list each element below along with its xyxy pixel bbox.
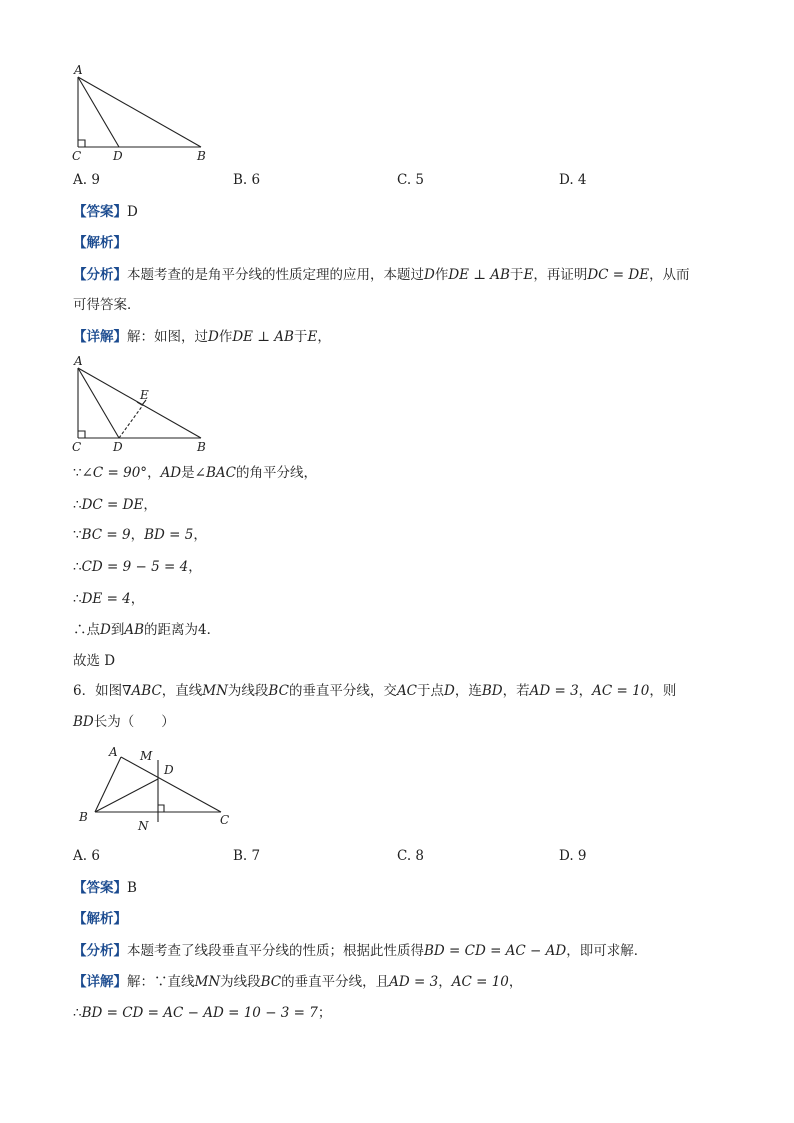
fenxi-tag: 【分析】 [73,943,127,959]
q6-fenxi-line [73,941,647,961]
math-d: D [100,622,111,638]
math-bd-result: BD = CD = AC − AD = 10 − 3 = 7 [81,1005,318,1021]
label-c: C [220,813,230,827]
math-mn: MN [194,974,221,990]
label-m: M [140,749,153,763]
stem-text: ，若 [502,683,530,699]
math-ad-3: AD = 3 [389,974,439,990]
math-de-4: DE = 4 [81,591,131,607]
step-text: ， [143,497,157,513]
xiangjie-tag: 【详解】 [73,329,127,345]
math-angle-bac: ∠BAC [194,465,236,481]
stem-text: 长为（ ） [93,714,175,730]
xiangjie-text: 作 [218,329,233,345]
q6-triangle-figure [73,742,243,837]
segment-bd [95,779,158,812]
step-text: 是 [181,465,195,481]
fenxi-text: 本题考查的是角平分线的性质定理的应用，本题过 [127,267,424,283]
math-de-perp-ab: DE ⊥ AB [232,329,294,345]
stem-text: 为线段 [227,683,269,699]
q5-step-5 [73,589,144,609]
step-text: ， [193,527,207,543]
therefore-sym: ∴ [73,591,82,607]
math-bd: BD [73,714,94,730]
math-bc-9: BC = 9 [81,527,131,543]
q5-analysis-heading [73,233,127,253]
math-dc-eq-de: DC = DE [81,497,144,513]
stem-text: ，连 [454,683,482,699]
answer-tag: 【答案】 [73,204,127,220]
stem-text: ， [578,683,593,699]
math-bc: BC [260,974,282,990]
fenxi-text: ，再证明 [533,267,588,283]
therefore-sym: ∴ [73,497,82,513]
fenxi-text: 本题考查了线段垂直平分线的性质；根据此性质得 [127,943,424,959]
q5-option-d: D. 4 [559,172,587,188]
q5-step-2 [73,495,157,515]
right-angle-mark [158,805,164,812]
math-ab: AB [124,622,144,638]
q6-final-step [73,1003,331,1023]
segment-de-dashed [119,405,143,438]
q5-option-b: B. 6 [233,172,261,188]
label-e: E [140,388,149,402]
math-triangle-abc: ∇ABC [122,683,162,699]
q6-option-b: B. 7 [233,848,261,864]
xiangjie-text: 的垂直平分线，且 [281,974,390,990]
xiangjie-text: ， [317,329,331,345]
stem-text: ，则 [649,683,677,699]
fenxi-tag: 【分析】 [73,267,127,283]
answer-value: B [127,880,137,896]
segment-ab [78,77,201,147]
xiangjie-text: 为线段 [220,974,261,990]
label-d: D [113,149,123,162]
label-a: A [74,354,83,368]
math-ad: AD [160,465,182,481]
label-c: C [72,440,82,454]
xiangjie-text: ， [508,974,523,990]
math-e: E [307,329,318,345]
math-mn: MN [202,683,228,699]
label-n: N [138,819,149,833]
because-sym: ∵ [73,465,82,481]
conclusion-value: 4． [198,622,221,638]
step-text: ， [130,527,145,543]
q6-option-d: D. 9 [559,848,587,864]
math-dc-eq-de: DC = DE [587,267,650,283]
q5-choose: 故选 D [73,653,116,669]
math-ad-3: AD = 3 [529,683,579,699]
q6-xiangjie-line [73,972,522,992]
q5-option-c: C. 5 [397,172,425,188]
q6-analysis-heading [73,909,127,929]
segment-ad [78,368,119,438]
stem-text: ，直线 [161,683,203,699]
answer-value: D [127,204,138,220]
q6-option-c: C. 8 [397,848,425,864]
segment-ab [95,757,121,812]
stem-text: 6．如图 [73,683,123,699]
fenxi-text: 作 [434,267,449,283]
q5-conclusion [73,620,220,640]
math-cd-4: CD = 9 − 5 = 4 [81,559,189,575]
label-a: A [74,63,83,77]
label-b: B [197,149,206,162]
label-b: B [197,440,206,454]
q5-fenxi-line2: 可得答案． [73,297,141,313]
conclusion-text: ∴点 [73,622,100,638]
math-e: E [523,267,534,283]
math-d: D [208,329,219,345]
therefore-sym: ∴ [73,1005,82,1021]
q6-stem-line2 [73,712,175,732]
step-text: ， [188,559,202,575]
xiangjie-text: 于 [293,329,308,345]
math-angle-c: ∠C = 90° [81,465,148,481]
math-ac-10: AC = 10 [592,683,650,699]
answer-tag: 【答案】 [73,880,127,896]
fenxi-text: 于 [509,267,524,283]
stem-text: 的垂直平分线，交 [288,683,397,699]
q5-step-3 [73,525,207,545]
step-text: ； [317,1005,332,1021]
math-d: D [424,267,435,283]
step-text: ， [147,465,161,481]
q5-answer [73,202,138,222]
label-b: B [79,810,88,824]
analysis-tag: 【解析】 [73,911,127,927]
math-de-perp-ab: DE ⊥ AB [448,267,510,283]
segment-ad [78,77,119,147]
q5-triangle-figure [68,62,218,162]
math-bd-5: BD = 5 [144,527,194,543]
math-bd: BD [481,683,503,699]
stem-text: 于点 [417,683,445,699]
q5-triangle-figure-with-e [68,352,218,454]
q6-stem-line1 [73,681,676,701]
math-ac-10: AC = 10 [451,974,509,990]
right-angle-mark [78,140,85,147]
conclusion-text: 的距离为 [144,622,198,638]
analysis-tag: 【解析】 [73,235,127,251]
q5-step-4 [73,557,202,577]
math-ac: AC [396,683,418,699]
xiangjie-text: ， [438,974,452,990]
xiangjie-tag: 【详解】 [73,974,127,990]
step-text: 的角平分线， [235,465,317,481]
conclusion-text: 到 [110,622,125,638]
q5-step-1 [73,463,317,483]
xiangjie-text: 解：如图，过 [127,329,208,345]
step-text: ， [130,591,145,607]
math-bc: BC [268,683,289,699]
label-d: D [113,440,123,454]
fenxi-text: ，即可求解． [566,943,648,959]
q6-option-a: A. 6 [73,848,100,864]
q5-option-a: A. 9 [73,172,100,188]
because-sym: ∵ [73,527,82,543]
xiangjie-text: 解：∵直线 [127,974,195,990]
q5-fenxi-line1 [73,265,690,285]
math-d: D [444,683,455,699]
q6-answer [73,878,137,898]
label-d: D [164,763,174,777]
right-angle-mark-c [78,431,85,438]
fenxi-text: ，从而 [649,267,690,283]
label-a: A [109,745,118,759]
math-bd-cd-ac-ad: BD = CD = AC − AD [424,943,567,959]
q5-xiangjie-line [73,327,331,347]
therefore-sym: ∴ [73,559,82,575]
label-c: C [72,149,82,162]
